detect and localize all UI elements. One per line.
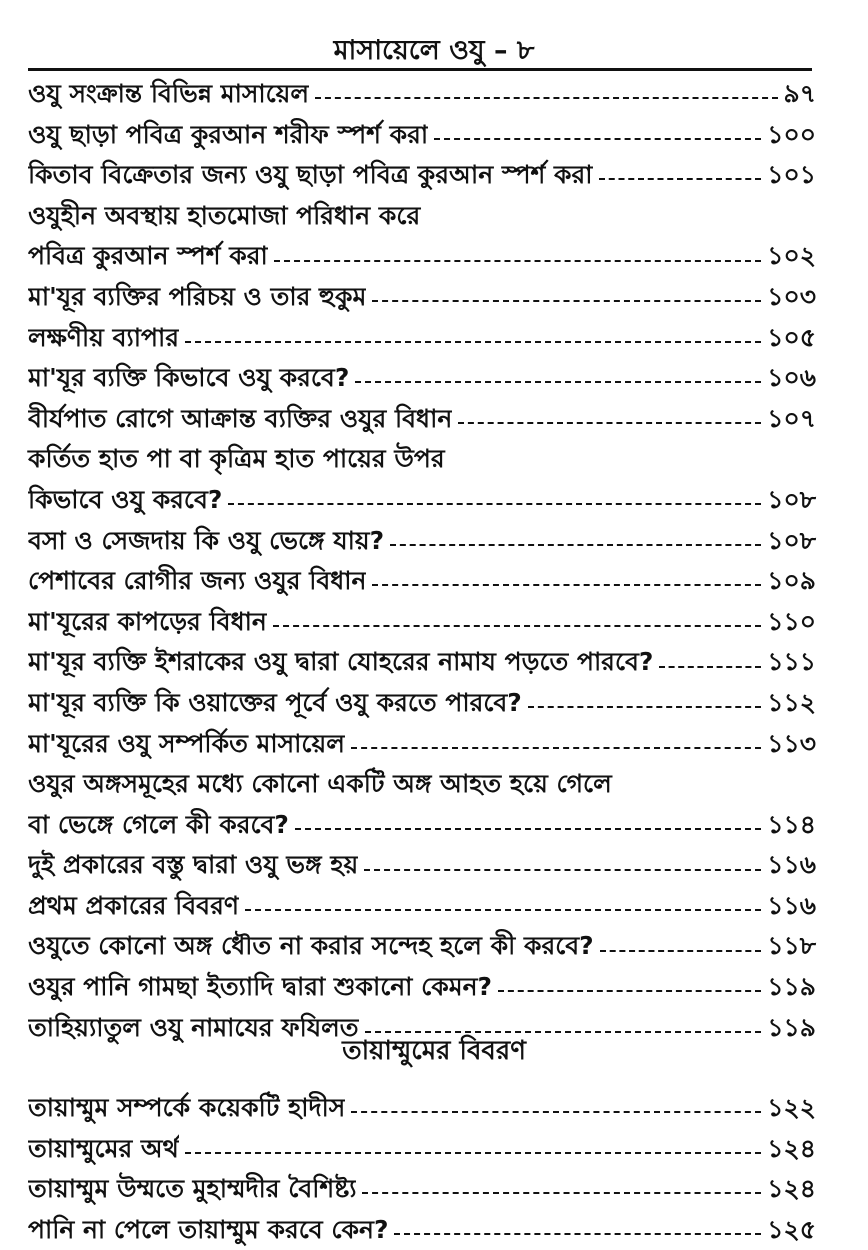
header-divider [28,68,812,71]
dotted-leader [355,381,761,383]
toc-entry-title: বীর্যপাত রোগে আক্রান্ত ব্যক্তির ওযুর বিধান [28,403,453,433]
table-of-contents [28,74,816,1048]
toc-entry [28,439,816,480]
toc-entry [28,642,816,683]
toc-entry-title: লক্ষণীয় ব্যাপার [28,322,179,352]
toc-entry-title: মা'যূরের ওযু সম্পর্কিত মাসায়েল [28,728,345,758]
toc-entry [28,155,816,196]
toc-entry-title: মা'যূর ব্যক্তির পরিচয় ও তার হুকুম [28,281,367,311]
toc-entry [28,74,816,115]
toc-entry [28,318,816,359]
toc-entry-page: ১০০ [767,119,816,149]
dotted-leader [295,828,761,830]
dotted-leader [185,1152,762,1154]
toc-entry-page: ১০৫ [767,322,816,352]
toc-entry [28,358,816,399]
toc-entry-page: ১১৬ [767,850,816,880]
toc-entry-title: প্রথম প্রকারের বিবরণ [28,890,239,920]
toc-entry-title: পবিত্র কুরআন স্পর্শ করা [28,241,268,271]
toc-entry-page: ১২৪ [767,1133,816,1163]
section-heading: তায়াম্মুমের বিবরণ [342,1036,526,1066]
toc-entry-title: ওযুতে কোনো অঙ্গ ধৌত না করার সন্দেহ হলে কী করবে? [28,931,594,961]
toc-entry-title: তায়াম্মুম সম্পর্কে কয়েকটি হাদীস [28,1093,346,1122]
dotted-leader [372,584,761,586]
toc-entry-title: তায়াম্মুমের অর্থ [28,1133,179,1163]
table-of-contents-tayammum [28,1088,816,1250]
toc-entry [28,1088,816,1129]
toc-entry-title: বসা ও সেজদায় কি ওযু ভেঙ্গে যায়? [28,525,385,555]
dotted-leader [273,625,762,627]
toc-entry-title: তায়াম্মুম উম্মতে মুহাম্মদীর বৈশিষ্ট্য [28,1174,357,1204]
dotted-leader [351,747,761,749]
toc-entry [28,480,816,521]
toc-entry [28,521,816,562]
toc-entry-page: ১১২ [767,687,816,717]
toc-entry-page: ১০৮ [767,525,816,555]
toc-entry [28,845,816,886]
toc-entry [28,724,816,765]
toc-entry [28,399,816,440]
toc-entry-title: পানি না পেলে তায়াম্মুম করবে কেন? [28,1214,389,1244]
toc-entry [28,196,816,237]
toc-entry-page: ৯৭ [783,79,816,108]
dotted-leader [394,1233,761,1235]
toc-entry-title: কিভাবে ওযু করবে? [28,484,223,514]
toc-entry [28,602,816,643]
toc-entry-title: কিতাব বিক্রেতার জন্য ওযু ছাড়া পবিত্র কুরআন স্পর্শ করা [28,160,593,190]
dotted-leader [228,503,761,505]
dotted-leader [185,341,761,343]
toc-entry-title: পেশাবের রোগীর জন্য ওযুর বিধান [28,566,367,596]
toc-entry [28,115,816,156]
dotted-leader [362,1192,761,1194]
toc-entry-page: ১০৬ [767,363,816,393]
toc-entry-page: ১২৫ [767,1214,816,1244]
toc-entry-title: দুই প্রকারের বস্তু দ্বারা ওযু ভঙ্গ হয় [28,850,359,880]
toc-entry-title: মা'যূর ব্যক্তি কি ওয়াক্তের পূর্বে ওযু করতে পারবে? [28,687,522,717]
toc-entry-page: ১০৯ [767,566,816,596]
dotted-leader [458,422,761,424]
toc-entry [28,236,816,277]
toc-entry-page: ১১৬ [767,890,816,920]
toc-entry-page: ১০২ [767,241,816,271]
dotted-leader [364,869,761,871]
dotted-leader [351,1111,761,1113]
toc-entry [28,561,816,602]
toc-entry-title: ওযুহীন অবস্থায় হাতমোজা পরিধান করে [28,200,421,230]
dotted-leader [372,300,761,302]
page-header: মাসায়েলে ওযু – ৮ [333,35,535,66]
toc-entry-page: ১১৯ [767,972,816,1002]
toc-entry-page: ১১৩ [767,728,816,758]
toc-entry [28,886,816,927]
toc-entry-title: বা ভেঙ্গে গেলে কী করবে? [28,809,289,839]
toc-entry-title: ওযুর অঙ্গসমূহের মধ্যে কোনো একটি অঙ্গ আহত হয়ে গেলে [28,769,612,799]
toc-entry [28,1129,816,1170]
toc-entry-page: ১০৮ [767,484,816,514]
toc-entry-page: ১১৪ [767,809,816,839]
dotted-leader [434,138,761,140]
toc-entry [28,277,816,318]
toc-entry [28,967,816,1008]
toc-entry [28,764,816,805]
toc-entry-title: মা'যূর ব্যক্তি কিভাবে ওযু করবে? [28,363,350,393]
toc-entry [28,683,816,724]
toc-entry [28,926,816,967]
dotted-leader [274,260,761,262]
toc-entry-title: ওযু সংক্রান্ত বিভিন্ন মাসায়েল [28,79,309,108]
dotted-leader [599,178,762,180]
toc-entry-page: ১১৯ [767,1012,816,1042]
toc-entry-page: ১২৪ [767,1174,816,1204]
dotted-leader [498,990,761,992]
dotted-leader [600,950,762,952]
toc-entry-title: তাহিয়্যাতুল ওযু নামাযের ফযিলত [28,1012,359,1042]
toc-entry-page: ১০১ [767,160,816,190]
toc-entry-page: ১২২ [767,1093,816,1122]
toc-entry-title: ওযুর পানি গামছা ইত্যাদি দ্বারা শুকানো কেমন? [28,972,493,1002]
dotted-leader [390,544,761,546]
toc-entry-page: ১১০ [767,606,816,636]
toc-entry-title: মা'যূর ব্যক্তি ইশরাকের ওযু দ্বারা যোহরের নামায পড়তে পারবে? [28,647,654,677]
toc-entry [28,1169,816,1210]
toc-entry-page: ১০৭ [767,403,816,433]
dotted-leader [245,909,761,911]
toc-entry [28,805,816,846]
dotted-leader [315,97,778,99]
dotted-leader [528,706,762,708]
dotted-leader [659,666,761,668]
toc-entry-title: কর্তিত হাত পা বা কৃত্রিম হাত পায়ের উপর [28,444,445,474]
toc-entry-page: ১০৩ [767,281,816,311]
toc-entry-page: ১১১ [767,647,816,677]
toc-entry-page: ১১৮ [767,931,816,961]
toc-entry-title: মা'যূরের কাপড়ের বিধান [28,606,267,636]
toc-entry-title: ওযু ছাড়া পবিত্র কুরআন শরীফ স্পর্শ করা [28,119,429,149]
